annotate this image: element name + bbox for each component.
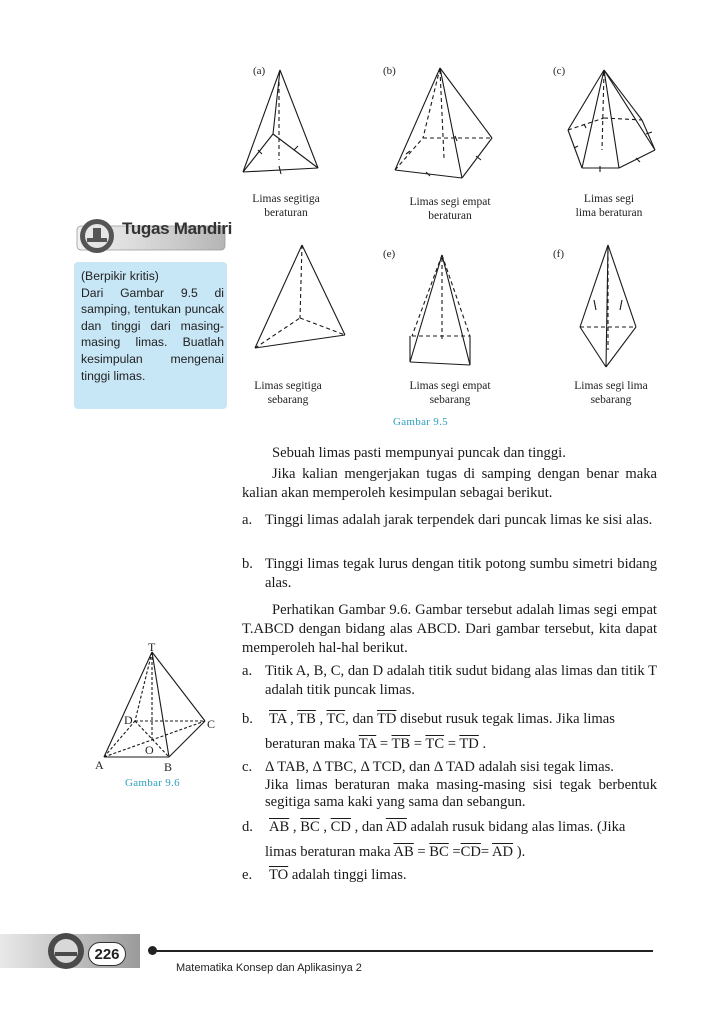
paragraph-2: Jika kalian mengerjakan tugas di samping dengan benar maka kalian akan memperoleh kesimpulan sebagai berikut. (242, 466, 657, 501)
pyramid-a (243, 70, 318, 174)
vertex-o-label: O (145, 743, 154, 757)
page-number: 226 (88, 942, 126, 966)
list-item-d: d. $\overline{AB}$ , $\overline{BC}$ , $\overline{CD}$ , dan $\overline{AD}$ adalah rusuk bidang alas limas. (Jika limas beraturan maka $\overline{AB} = \overline{BC} =\overline{CD}= \overline{AD}$ ). (242, 819, 626, 860)
pyramid-d (255, 245, 345, 348)
figure-e-caption: Limas segi empat sebarang (409, 380, 491, 406)
figure-9-5-caption: Gambar 9.5 (393, 416, 448, 428)
pyramid-b (395, 68, 492, 178)
conclusion-item-b: b. Tinggi limas tegak lurus dengan titik potong sumbu simetri bidang alas. (242, 556, 657, 591)
tugas-mandiri-body: Dari Gambar 9.5 di samping, tentukan puncak dan tinggi dari masing-masing limas. Buatlah kesimpulan mengenai tinggi limas. (81, 285, 224, 383)
figure-c-caption: Limas segi lima beraturan (575, 193, 643, 219)
paragraph-3: Perhatikan Gambar 9.6. Gambar tersebut adalah limas segi empat T.ABCD dengan bidang alas ABCD. Dari gambar tersebut, kita dapat memperoleh hal-hal berikut. (242, 602, 657, 656)
figure-f-caption: Limas segi lima sebarang (574, 380, 648, 406)
figure-b-caption: Limas segi empat beraturan (409, 196, 491, 222)
figure-d-caption: Limas segitiga sebarang (254, 380, 322, 406)
pyramid-e (410, 255, 470, 365)
pyramid-c (568, 70, 655, 172)
vertex-b-label: B (164, 760, 173, 774)
tugas-mandiri-text (81, 268, 224, 384)
figure-9-6-pyramid (90, 640, 230, 775)
conclusion-item-a: a. Tinggi limas adalah jarak terpendek dari puncak limas ke sisi alas. (242, 512, 653, 528)
figure-c-letter: (c) (553, 65, 566, 77)
vertex-c-label: C (207, 717, 216, 731)
list-item-e: e. $\overline{TO}$ adalah tinggi limas. (242, 867, 407, 883)
tugas-mandiri-title: Tugas Mandiri (122, 219, 233, 238)
tugas-mandiri-heading: (Berpikir kritis) (81, 269, 159, 283)
paragraph-1: Sebuah limas pasti mempunyai puncak dan tinggi. (272, 445, 566, 461)
figure-a-caption: Limas segitiga beraturan (252, 193, 320, 219)
figure-b-letter: (b) (383, 65, 396, 77)
footer-rule (155, 950, 653, 952)
footer-logo-icon (45, 930, 87, 972)
vertex-a-label: A (95, 758, 104, 772)
figure-9-6-caption: Gambar 9.6 (125, 777, 180, 789)
vertex-d-label: D (124, 713, 133, 727)
pyramid-f (580, 245, 636, 367)
list-item-b: b. $\overline{TA}$ , $\overline{TB}$ , $\overline{TC}$, dan $\overline{TD}$ disebut rusuk tegak limas. Jika limas beraturan maka $\overline{TA} = \overline{TB} = \overline{TC} = \overline{TD}$ . (242, 711, 615, 752)
list-item-c: c. Δ TAB, Δ TBC, Δ TCD, dan Δ TAD adalah sisi tegak limas. Jika limas beraturan maka masing-masing sisi tegak berbentuk segitiga sama kaki yang sama dan sebangun. (242, 759, 657, 810)
list-item-a: a. Titik A, B, C, dan D adalah titik sudut bidang alas limas dan titik T adalah titik puncak limas. (242, 663, 657, 698)
book-title: Matematika Konsep dan Aplikasinya 2 (176, 962, 362, 974)
figure-f-letter: (f) (553, 248, 564, 260)
figure-a-letter: (a) (253, 65, 266, 77)
figure-e-letter: (e) (383, 248, 396, 260)
vertex-t-label: T (148, 640, 156, 654)
